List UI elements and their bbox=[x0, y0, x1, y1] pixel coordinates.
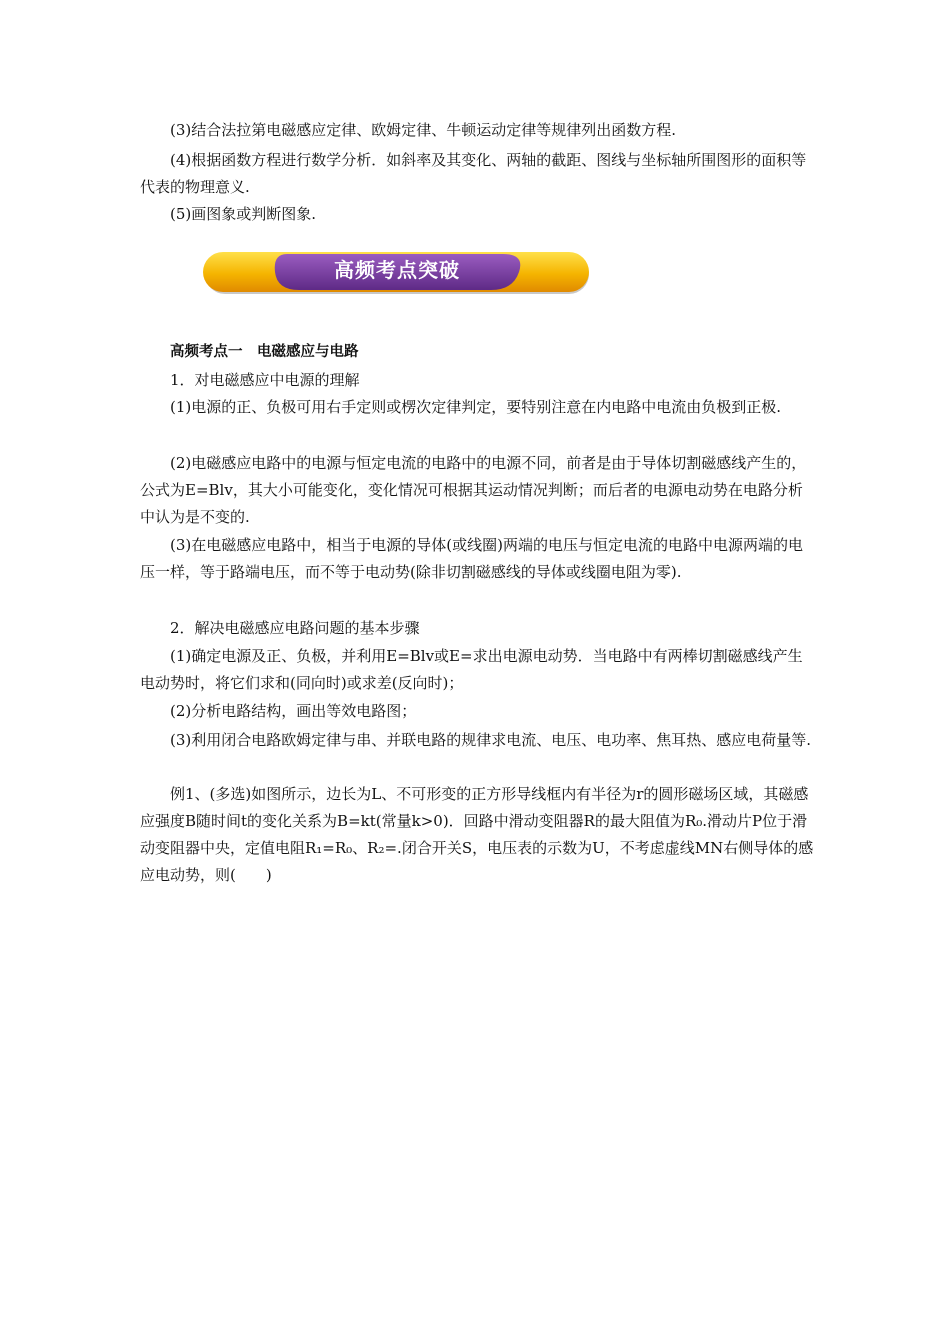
step-3: (3)结合法拉第电磁感应定律、欧姆定律、牛顿运动定律等规律列出函数方程. bbox=[170, 121, 677, 139]
paragraph-1: (1)电源的正、负极可用右手定则或楞次定律判定，要特别注意在内电路中电流由负极到正极. bbox=[170, 398, 782, 416]
step-q3: (3)利用闭合电路欧姆定律与串、并联电路的规律求电流、电压、电功率、焦耳热、感应电荷量等. bbox=[170, 731, 812, 749]
banner-title: 高频考点突破 bbox=[334, 258, 460, 282]
step-5: (5)画图象或判断图象. bbox=[170, 205, 317, 223]
subheading-2: 2．解决电磁感应电路问题的基本步骤 bbox=[170, 619, 420, 637]
paragraph-3: (3)在电磁感应电路中，相当于电源的导体(或线圈)两端的电压与恒定电流的电路中电源两端的电压一样，等于路端电压，而不等于电动势(除非切割磁感线的导体或线圈电阻为零). bbox=[140, 536, 803, 581]
section-banner bbox=[203, 250, 591, 296]
subheading-1: 1．对电磁感应中电源的理解 bbox=[170, 371, 360, 389]
step-q1: (1)确定电源及正、负极，并利用E=Blv或E=求出电源电动势．当电路中有两棒切割磁感线产生电动势时，将它们求和(同向时)或求差(反向时)； bbox=[140, 647, 803, 692]
paragraph-2: (2)电磁感应电路中的电源与恒定电流的电路中的电源不同，前者是由于导体切割磁感线产生的，公式为E=Blv，其大小可能变化，变化情况可根据其运动情况判断；而后者的电源电动势在电路分析中认为是不变的. bbox=[140, 454, 807, 526]
step-q2: (2)分析电路结构，画出等效电路图； bbox=[170, 702, 417, 720]
section-heading: 高频考点一 电磁感应与电路 bbox=[170, 344, 359, 360]
step-4: (4)根据函数方程进行数学分析．如斜率及其变化、两轴的截距、图线与坐标轴所围图形的面积等代表的物理意义. bbox=[140, 151, 807, 196]
example-1: 例1、(多选)如图所示，边长为L、不可形变的正方形导线框内有半径为r的圆形磁场区域，其磁感应强度B随时间t的变化关系为B=kt(常量k>0)．回路中滑动变阻器R的最大阻值为R₀.滑动片P位于滑动变阻器中央，定值电阻R₁=R₀、R₂=.闭合开关S，电压表的示数为U，不考虑虚线MN右侧导体的感应电动势，则( ) bbox=[140, 785, 814, 884]
